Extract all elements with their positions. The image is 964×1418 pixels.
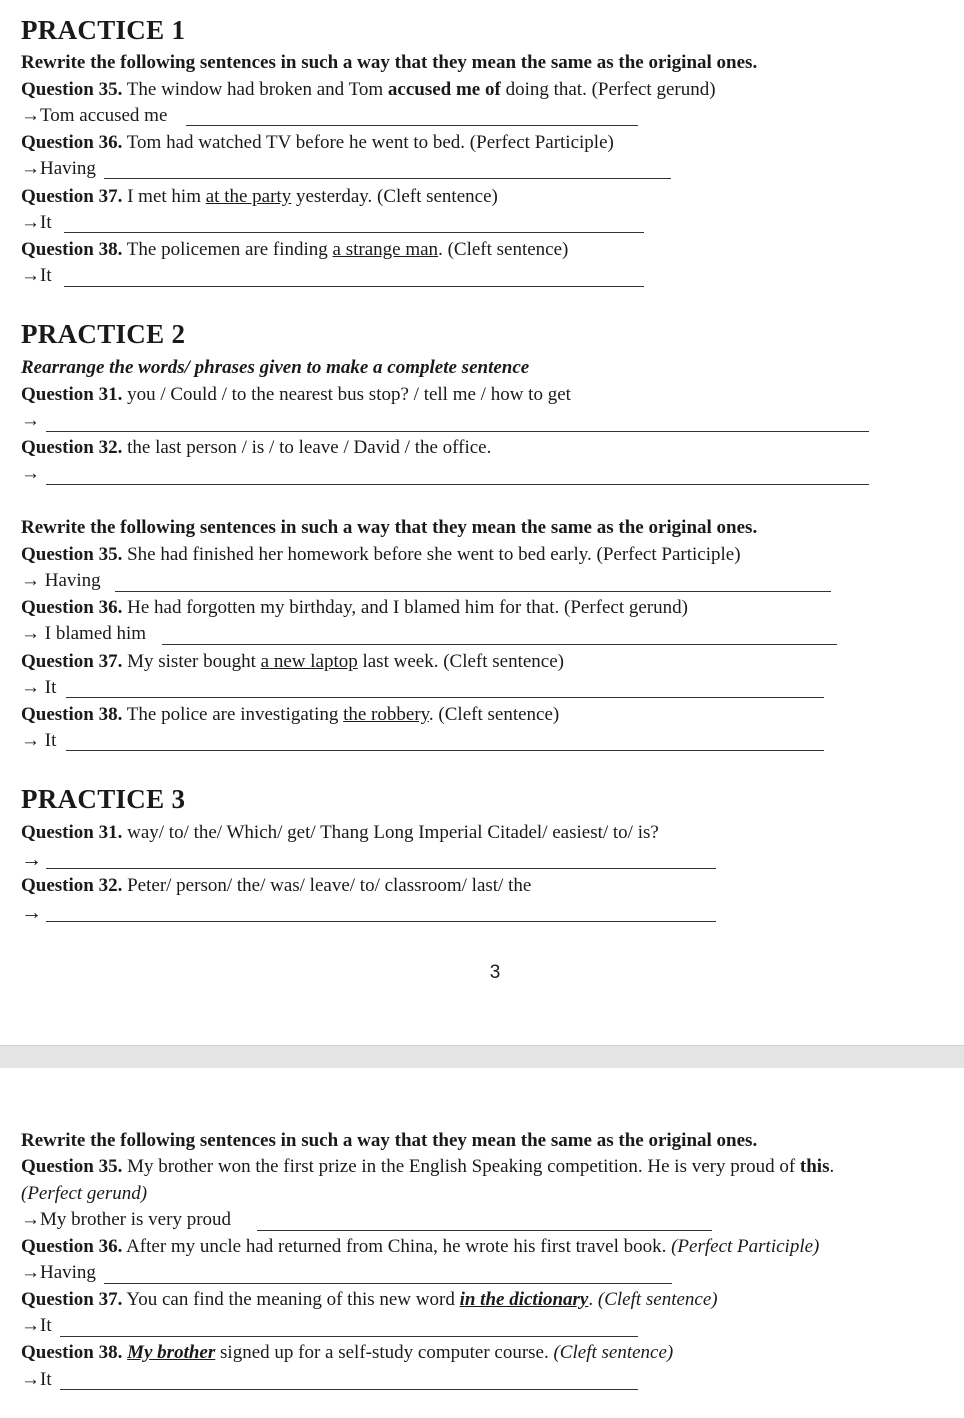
p2-question-31 (21, 383, 571, 407)
question-text: My brother won the first prize in the English Speaking competition. He is very proud of (127, 1156, 800, 1177)
question-bold-text: this (799, 1156, 830, 1177)
p1-q36-answer-prompt: →Having (21, 158, 96, 179)
p4-q36-answer-blank[interactable] (104, 1283, 672, 1284)
underlined-phrase: the robbery (343, 704, 429, 725)
question-text: yesterday. (Cleft sentence) (291, 186, 498, 207)
p2-q36-answer-prompt: → I blamed him (21, 623, 147, 644)
question-text: way/ to/ the/ Which/ get/ Thang Long Imperial Citadel/ easiest/ to/ is? (127, 822, 659, 843)
p2-q35-answer-prompt: → Having (21, 570, 101, 591)
p1-q37-answer-blank[interactable] (64, 232, 644, 233)
question-text: After my uncle had returned from China, he wrote his first travel book. (126, 1236, 672, 1257)
question-bold-text: accused me of (387, 79, 501, 100)
question-text: He had forgotten my birthday, and I blamed him for that. (Perfect gerund) (127, 597, 688, 618)
p4-question-35 (21, 1155, 834, 1179)
question-text: doing that. (Perfect gerund) (500, 79, 716, 100)
p2-question-32 (21, 436, 491, 460)
question-label: Question 38. (21, 704, 123, 725)
p3-q31-answer-prompt: → (21, 847, 42, 871)
p3-q32-answer-prompt: → (21, 900, 42, 924)
p3-question-31 (21, 821, 659, 845)
practice-2-instruction: Rearrange the words/ phrases given to make a complete sentence (21, 357, 530, 378)
question-text: The window had broken and Tom (126, 79, 388, 100)
practice-2-heading: PRACTICE 2 (21, 319, 186, 349)
question-label: Question 36. (21, 132, 123, 153)
p2-q32-answer-prompt: → (21, 463, 40, 484)
question-text: You can find the meaning of this new word (126, 1289, 460, 1310)
p1-question-35 (21, 78, 716, 102)
p4-q38-answer-blank[interactable] (60, 1389, 638, 1390)
p1-q35-answer-blank[interactable] (186, 125, 638, 126)
underlined-phrase: My brother (127, 1342, 216, 1363)
question-text: . (829, 1156, 835, 1177)
underlined-phrase: a new laptop (260, 651, 358, 672)
question-text: I met him (127, 186, 206, 207)
question-text: Tom had watched TV before he went to bed. (Perfect Participle) (126, 132, 614, 153)
p2-question-36 (21, 596, 688, 620)
p2-q32-answer-blank[interactable] (46, 484, 869, 485)
p1-question-38 (21, 238, 568, 262)
underlined-phrase: in the dictionary (459, 1289, 589, 1310)
p1-q37-answer-prompt: →It (21, 212, 52, 233)
p3-question-32 (21, 874, 531, 898)
question-note: (Cleft sentence) (597, 1289, 718, 1310)
question-note: (Cleft sentence) (553, 1342, 674, 1363)
page-2-instruction: Rewrite the following sentences in such a way that they mean the same as the original ones. (21, 1130, 758, 1151)
question-label: Question 37. (21, 1289, 123, 1310)
p2-question-38 (21, 703, 559, 727)
question-text: The police are investigating (126, 704, 344, 725)
question-note: (Perfect Participle) (671, 1236, 820, 1257)
question-text: . (Cleft sentence) (428, 704, 560, 725)
p2-q36-answer-blank[interactable] (162, 644, 837, 645)
question-text: Peter/ person/ the/ was/ leave/ to/ classroom/ last/ the (127, 875, 532, 896)
p1-question-37 (21, 185, 498, 209)
p4-q35-answer-prompt: →My brother is very proud (21, 1209, 232, 1230)
p3-q32-answer-blank[interactable] (46, 921, 716, 922)
page-number: 3 (489, 962, 501, 983)
p1-question-36 (21, 131, 614, 155)
p2-q37-answer-prompt: → It (21, 677, 57, 698)
p4-q38-answer-prompt: →It (21, 1369, 52, 1390)
underlined-phrase: at the party (205, 186, 292, 207)
question-label: Question 35. (21, 544, 123, 565)
p4-q36-answer-prompt: →Having (21, 1262, 96, 1283)
practice-1-heading: PRACTICE 1 (21, 15, 186, 45)
p4-q35-answer-blank[interactable] (257, 1230, 712, 1231)
question-label: Question 37. (21, 651, 123, 672)
practice-2-instruction-rewrite: Rewrite the following sentences in such a way that they mean the same as the original ones. (21, 517, 758, 538)
p4-q37-answer-prompt: →It (21, 1315, 52, 1336)
question-label: Question 37. (21, 186, 123, 207)
p2-q31-answer-prompt: → (21, 410, 40, 431)
question-label: Question 31. (21, 384, 123, 405)
p4-q35-note: (Perfect gerund) (21, 1183, 148, 1204)
question-label: Question 38. (21, 239, 123, 260)
page-separator (0, 1045, 964, 1069)
p4-question-38 (21, 1341, 673, 1365)
question-label: Question 32. (21, 875, 123, 896)
p4-question-36 (21, 1235, 819, 1259)
question-label: Question 35. (21, 1156, 123, 1177)
p4-q37-answer-blank[interactable] (60, 1336, 638, 1337)
question-text: My sister bought (127, 651, 261, 672)
practice-3-heading: PRACTICE 3 (21, 784, 186, 814)
p2-question-37 (21, 650, 564, 674)
p2-question-35 (21, 543, 741, 567)
underlined-phrase: a strange man (332, 239, 439, 260)
p1-q35-answer-prompt: →Tom accused me (21, 105, 168, 126)
question-text: signed up for a self-study computer course. (215, 1342, 554, 1363)
question-label: Question 31. (21, 822, 123, 843)
question-text: . (Cleft sentence) (438, 239, 569, 260)
p2-q31-answer-blank[interactable] (46, 431, 869, 432)
question-text: the last person / is / to leave / David / the office. (127, 437, 492, 458)
question-label: Question 35. (21, 79, 123, 100)
question-label: Question 32. (21, 437, 123, 458)
p1-q38-answer-prompt: →It (21, 265, 52, 286)
question-text: last week. (Cleft sentence) (357, 651, 564, 672)
question-label: Question 36. (21, 597, 123, 618)
p4-question-37 (21, 1288, 718, 1312)
question-text: you / Could / to the nearest bus stop? / tell me / how to get (127, 384, 571, 405)
practice-1-instruction: Rewrite the following sentences in such a way that they mean the same as the original ones. (21, 52, 758, 73)
p2-q38-answer-prompt: → It (21, 730, 57, 751)
question-text: The policemen are finding (126, 239, 333, 260)
question-label: Question 36. (21, 1236, 123, 1257)
p1-q36-answer-blank[interactable] (104, 178, 671, 179)
question-label: Question 38. (21, 1342, 123, 1363)
p2-q35-answer-blank[interactable] (115, 591, 831, 592)
p2-q38-answer-blank[interactable] (66, 750, 824, 751)
worksheet-page-2 (0, 1068, 964, 1418)
p2-q37-answer-blank[interactable] (66, 697, 824, 698)
question-text: She had finished her homework before she went to bed early. (Perfect Participle) (127, 544, 741, 565)
p1-q38-answer-blank[interactable] (64, 286, 644, 287)
question-text: . (588, 1289, 598, 1310)
p3-q31-answer-blank[interactable] (46, 868, 716, 869)
